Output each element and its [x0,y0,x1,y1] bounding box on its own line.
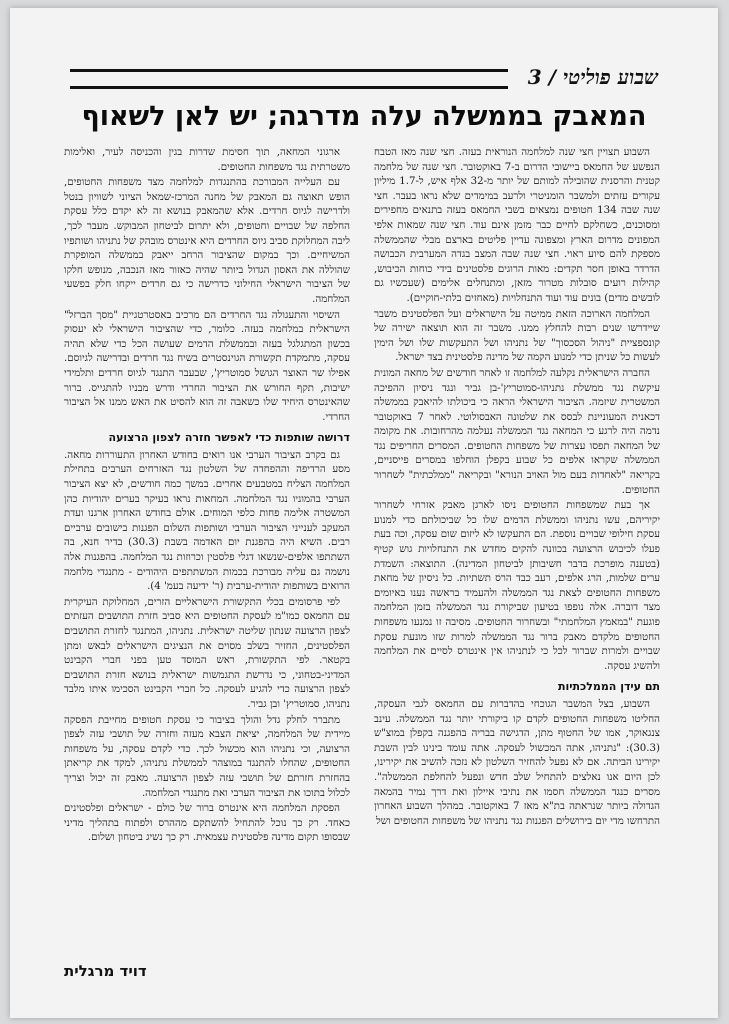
paragraph: השיסוי והתעגולה נגד החרדים הם מרכיב באסטרטגיית "מסך הברזל" הישראלית במלחמה בעזה. כלומר, כדי שהציבור הישראלי לא יעסוק בכשון המתגלגל בעזה ובממשלת הדמים שעושה הכל כדי שלא תהיה עסקה, מתמקדת תקשורת הגוינסטרים בשיח נגד חרדים ובדרישה לגיוסם. אפילו שר האוצר הגושל סמוטריץ', שבעבר התנגד לגיוס חרדים ותלמידי ישיבות, תקף החורש את הציבור החרדי ודרש מבניו להתגייס. ברור שהאינטרס היחיד שלו כשאבה זה הוא להסיט את האש ממנו אל הציבור החרדי. [64,309,350,423]
paragraph: מתברר לחלק גדל והולך בציבור כי עסקת חטופים מחייבת הפסקה מיידית של המלחמה, יציאת הצבא מעזה וחזרה של תושבי עזה לצפון הרצועה, וכי נתניהו הוא מכשול לכך. כדי לקדם עסקה, על משפחות החטופים, שהחלו להתנגד במוצהר לממשלת נתניהו, למקד את קריאתן בהחזרת חזרתם של תושבי עזה לצפון הרצועה. מאבק זה יכול וצריך לכלול בתוכו את הציבור הערבי ואת מתנגדי המלחמה. [64,714,350,799]
paragraph: לפי פרסומים בכלי התקשורת הישראליים הזרים, המחלוקת העיקרית עם החמאס כמו"מ לעסקת החטופים היא סביב חזרת התושבים העזתים לצפון הרצועה שנתון שליטה ישראלית. נתניהו, המתנגד לחזרת התושבים הפלסטינים, החזיר בשלב מסוים את הנציגים הישראלים לבאש ומתן בקטאר. לפי התקשורת, ראש המוסד טען בפני חברי הקבינט המדיני-בטחוני, כי נדרשת התגמשות ישראלית בנושא חזרת התושבים לצפון הרצועה כדי להגיע לעסקה. כל חברי הקבינט הסכימו איתו מלבד נתניהו, סמוטריץ' ובן גביר. [64,596,350,710]
author-byline: דויד מרגלית [64,962,147,980]
article-column-left [64,146,350,950]
subheading: דרושה שותפות כדי לאפשר חזרה לצפון הרצועה [108,431,350,445]
article-columns [64,146,660,950]
paragraph: גם בקרב הציבור הערבי אנו רואים בחודש האחרון התעוררות מחאה. מסע הרדיפה וההפחדה של השלטון נגד האזרחים הערבים בתחילת המלחמה הצליח במטבעים אחרים. במשך כמה חודשים, לא יצא הציבור הערבי בהמוניו נגד המלחמה. המחאות נראו בעיקר בערים יהודיות כהן המשטרה אלימה פחות כלפי המוחים. אולם בחודש האחרון ארגנו ועדת המעקב לענייני הציבור הערבי ושותפות השלום הפגנות בישובים ערביים רבים. השיא היה בהפגנת יום האדמה בשבת (30.3) בדיר חנא, בה השתתפו אלפים-שנשאו דגלי פלסטין וכרוזות נגד המלחמה. בהפגנות אלה נושמה גם עליה מבורכת בכמות המשתתפים היהודים - מתנגדי מלחמה הרואים בשותפות יהודית-ערבית (ר' ידיעה בעמ' 4). [64,449,350,593]
paragraph: עם העלייה המבורכת בהתנגדות למלחמה מצד משפחות החטופים, הופש תאוצה גם המאבק של מחנה המרכז-שמאל הציוני לשוויון בנטל ולדרישה לגיוס חרדים. אלא שהמאבק בנושא זה לא יקדם כלל עסקת החלפה של שבויים וחטופים, ולא יתרום לביטחון המבוקש. מעבר לכך, ליבה המחלוקת סביב גיוס החרדים היא אינטרס מובהק של נתניהו ושותפיו המשיחיים. וכך במקום שהציבור הרחב ייאבק בממשלה המופקרת שהוללה את האסון הגדול ביותר שהיה כאזור מאז הנכבה, מנופש חלקו של הציבור הישראלי החילוני כדרישה כי גם חרדים ייקחו חלק בפשעי המלחמה. [64,177,350,305]
paragraph: המלחמה הארוכה הזאת ממיטה על הישראלים ועל הפלסטינים משבר שיידרשו שנים רבות להחלץ ממנו. משבר זה הוא תוצאה ישירה של קונספציית "ניהול הסכסוך" של נתניהו ושל התעקשות שלו ושל הימין לעשות כל שניתן כדי למנוע הקמה של מדינה פלסטינית בצד ישראל. [374,308,660,364]
subheading: תם עידן הממלכתיות [557,680,660,694]
newspaper-page [10,8,718,1018]
paragraph: הפסקת המלחמה היא אינטרס ברור של כולם - ישראלים ופלסטינים כאחד. רק כך נוכל להתחיל להשתקם מההרס ולפתוח בתהליך מדיני שבסופו תקום מדינה פלסטינית עצמאית. רק כך נשיג ביטחון ושלום. [64,803,350,844]
article-column-right [374,146,660,950]
paragraph: השבוע, בצל המשבר הגוכחי בהדברות עם החמאס לגבי העסקה, החליטו משפחות החטופים לקדם קו ביקורתי יותר נגד הממשלה. עינב צנגאוקר, אמו של החטוף מתן, הדגישה בבריה בהפגנה בקפלן במוצ"ש (30.3): "נתניהו, אתה המכשול לעסקה. אתה עומד בינינו לבין השבת יקירינו הביתה. אם לא נפעל להחזיר השלטון לא נזכה להשיב את יקירינו, לכן היום אנו נאלצים להתחיל שלב חדש ונפעל להחלפת הממשלה". מסרים כנגד הממשלה חסמו את נתיבי איילון ואת דרך נמיר בהמאה הגדולה ביותר שנראתה בת"א מאז 7 באוקטובר. במהלך השבוע האחרון התרחשו מדי יום בירושלים הפגנות נגד נתניהו של משפחות החטופים ושל [374,698,660,827]
paragraph: החברה הישראלית נקלעה למלחמה זו לאחר חודשים של מחאה המונית עיקשת נגד ממשלת נתניהו-סמוטריץ'-בן גביר ונגד ניסיון ההפיכה המשטרית שיזמה. הציבור הישראלי הראה כי ביכולתו להיאבק בממשלה דכאנית המעוניינת לבסס את שלטונה האבסולוטי. לאחר 7 באוקטובר נדמה היה לרגע כי המחאה נגד הממשלה נעלמה מהרחובות. את מקומה של המחאה תפסו עצרות של משפחות החטופים. המסרים החריפים נגד הממשלה שקראו אלפים כל שבוע בקפלן הוחלפו במסרים פייסניים, בקריאה "לאחדות בעם מול האויב הנורא" ובקריאה "ממלכתית" לשחרור החטופים. [374,367,660,496]
paragraph: אך בעת שמשפחות החטופים ניסו לארגן מאבק אזרחי לשחרור יקיריהם, עשו נתניהו וממשלת הדמים שלו כל שביכולתם כדי למנוע עסקת חילופי שבויים נוספת. הם התעקשו לא ליזום שום עסקה, וכה בעת פעלו לכיבוש הרצועה בכוונה להקים מחדש את התנחלויות גוש קטיף (בטענה מופרכת בדבר חשיבותן לביטחון המדינה). התוצאה: השמדת ערים שלמות, הרג אלפים, רעב כבד הרס תשתיות. כל ניסיון של מחאת משפחות החטופים לצאת נגד הממשלה ולהעמיד בראשה נענו באיומים מצד דוברה. אלה נופפו בטיעון שביקורת נגד הממשלה בזמן המלחמה פוגעת "במאמץ המלחמתי" ובשחרור החטופים. מסיבה זו נמנעו משפחות החטופים מלקדם מאבק ברור נגד הממשלה למרות שזו מונעת עסקת שבויים ולמרות שברור לכל כי לנתניהו אין אינטרס לסיים את המלחמה ולהשיג עסקה. [374,500,660,672]
paragraph: ארגוני המחאה, תוך חסימת שדרות בגין והכניסה לעיר, ואלימות משטרתית נגד משפחות החטופים. [64,147,350,173]
section-title: שבוע פוליטי / 3 [527,65,658,89]
article-headline: המאבק בממשלה עלה מדרגה; יש לאן לשאוף [81,101,647,132]
page-header [70,64,658,90]
header-rule [70,69,508,89]
paragraph: השבוע תצויין חצי שנה למלחמה הנוראית בעזה. חצי שנה מאז הטבח הנפשע של החמאס ביישובי הדרום ב-7 באוקטובר. חצי שנה של מלחמה קטנית והרסנית שהובילה למותם של יותר מ-32 אלף איש, ל-1.7 מיליון עקורים עזתים ולמשבר הומניטרי ולרעב במימדים שלא נראו בעבר. חצי שנה שבה 134 חטופים נמצאים בשבי החמאס בעזה בתנאים מחפירים ומסוכנים, כשחלקם לחיים כבר מזמן אינם עוד. חצי שנה שמאות אלפי המפונים מדרום הארץ ומצפונה עדיין פליטים בארצם מבלי שהממשלה מספקת להם סיוע ראוי. חצי שנה שבה המצב בגדה המערבית הכבושה הדרדר באופן חסר תקדים: מאות הרוגים פלסטינים בידי כוחות הכיבוש, קהילות רועים סובלות מטרור מזאן, ומתנחלים אלימים (שעכשיו גם לובשים מדים) בונים עוד ועוד התנחלויות (מאחזים בלתי-חוקיים). [374,147,660,304]
